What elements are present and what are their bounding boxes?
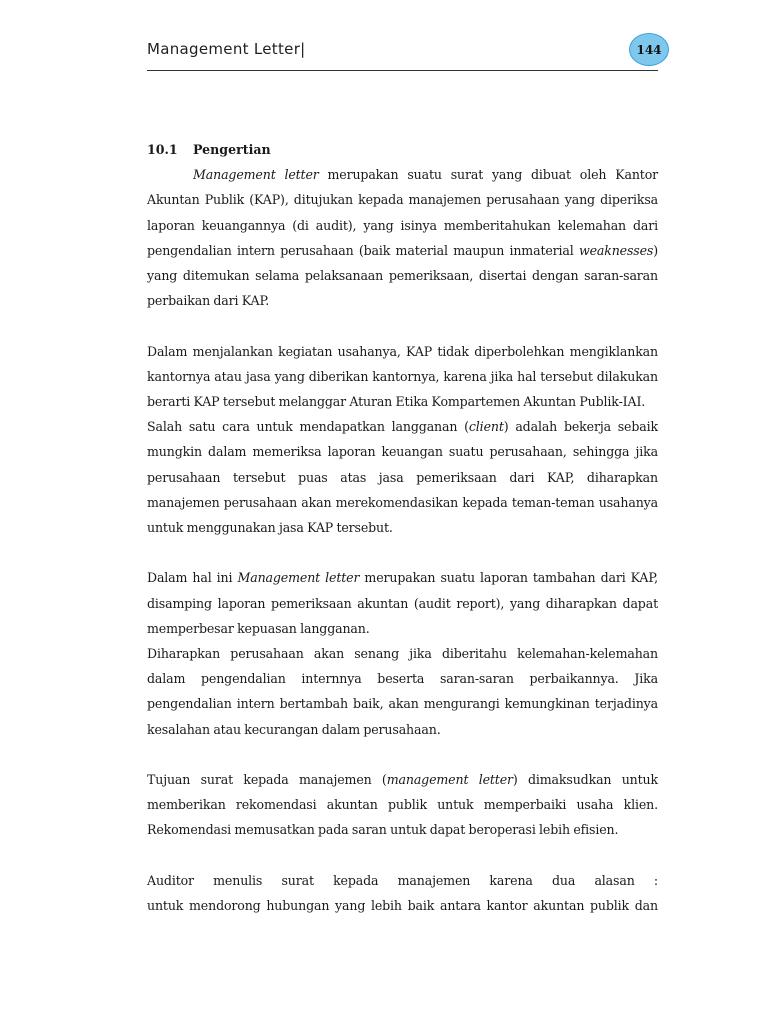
paragraph-definition: [147, 162, 658, 313]
paragraph-text: ) dimaksudkan untuk memberikan rekomendasi akuntan publik untuk memperbaiki usaha klien. Rekomendasi memusatkan pada saran untuk dapat beroperasi lebih efisien.: [147, 772, 658, 838]
paragraph-text: ) yang ditemukan selama pelaksanaan pemeriksaan, disertai dengan saran-saran perbaikan dari KAP.: [147, 242, 658, 309]
paragraph-additional-report: [147, 565, 658, 641]
section-heading: [147, 137, 658, 162]
header-divider: [147, 70, 658, 71]
paragraph-purpose: [147, 767, 658, 843]
paragraph-expectation: Diharapkan perusahaan akan senang jika diberitahu kelemahan-kelemahan dalam pengendalian internnya beserta saran-saran perbaikannya. Jika pengendalian intern bertambah baik, akan mengurangi kemungkinan terjadinya kesalahan atau kecurangan dalam perusahaan.: [147, 646, 658, 737]
section-number: 10.1: [147, 142, 178, 157]
paragraph-client: [147, 414, 658, 540]
paragraph-reasons-intro: Auditor menulis surat kepada manajemen karena dua alasan :: [147, 872, 658, 888]
term-weaknesses: weaknesses: [578, 242, 654, 258]
term-client: client: [468, 419, 504, 435]
header-title: Management Letter|: [147, 40, 306, 58]
paragraph-gap: [147, 843, 658, 868]
paragraph-text: Tujuan surat kepada manajemen (: [147, 772, 387, 788]
document-body: [147, 137, 658, 918]
paragraph-text: ) adalah bekerja sebaik mungkin dalam memeriksa laporan keuangan suatu perusahaan, sehingga jika perusahaan tersebut puas atas jasa pemeriksaan dari KAP, diharapkan manajemen perusahaan akan merekomendasikan kepada teman-teman usahanya untuk menggunakan jasa KAP tersebut.: [147, 419, 658, 536]
page-number-badge: [629, 33, 669, 66]
paragraph-text: merupakan suatu laporan tambahan dari KAP, disamping laporan pemeriksaan akuntan (audit report), yang diharapkan dapat memperbesar kepuasan langganan.: [147, 570, 658, 636]
page-number: 144: [636, 42, 662, 57]
paragraph-gap: [147, 742, 658, 767]
term-management-letter: Management letter: [237, 570, 360, 586]
term-management-letter: management letter: [386, 772, 513, 788]
paragraph-ethics: Dalam menjalankan kegiatan usahanya, KAP tidak diperbolehkan mengiklankan kantornya atau jasa yang diberikan kantornya, karena jika hal tersebut dilakukan berarti KAP tersebut melanggar Aturan Etika Kompartemen Akuntan Publik-IAI.: [147, 343, 658, 409]
paragraph-gap: [147, 313, 658, 338]
paragraph-text: Dalam hal ini: [147, 570, 238, 586]
term-management-letter: Management letter: [193, 167, 319, 183]
paragraph-gap: [147, 540, 658, 565]
paragraph-text: merupakan suatu surat yang dibuat oleh Kantor Akuntan Publik (KAP), ditujukan kepada manajemen perusahaan yang diperiksa laporan keuangannya (di audit), yang isinya memberitahukan kelemahan dari pengendalian intern perusahaan (baik material maupun inmaterial: [147, 167, 658, 258]
paragraph-text: Salah satu cara untuk mendapatkan langganan (: [147, 419, 469, 435]
paragraph-reason-one: untuk mendorong hubungan yang lebih baik antara kantor akuntan publik dan: [147, 898, 658, 914]
section-title: Pengertian: [193, 142, 271, 157]
